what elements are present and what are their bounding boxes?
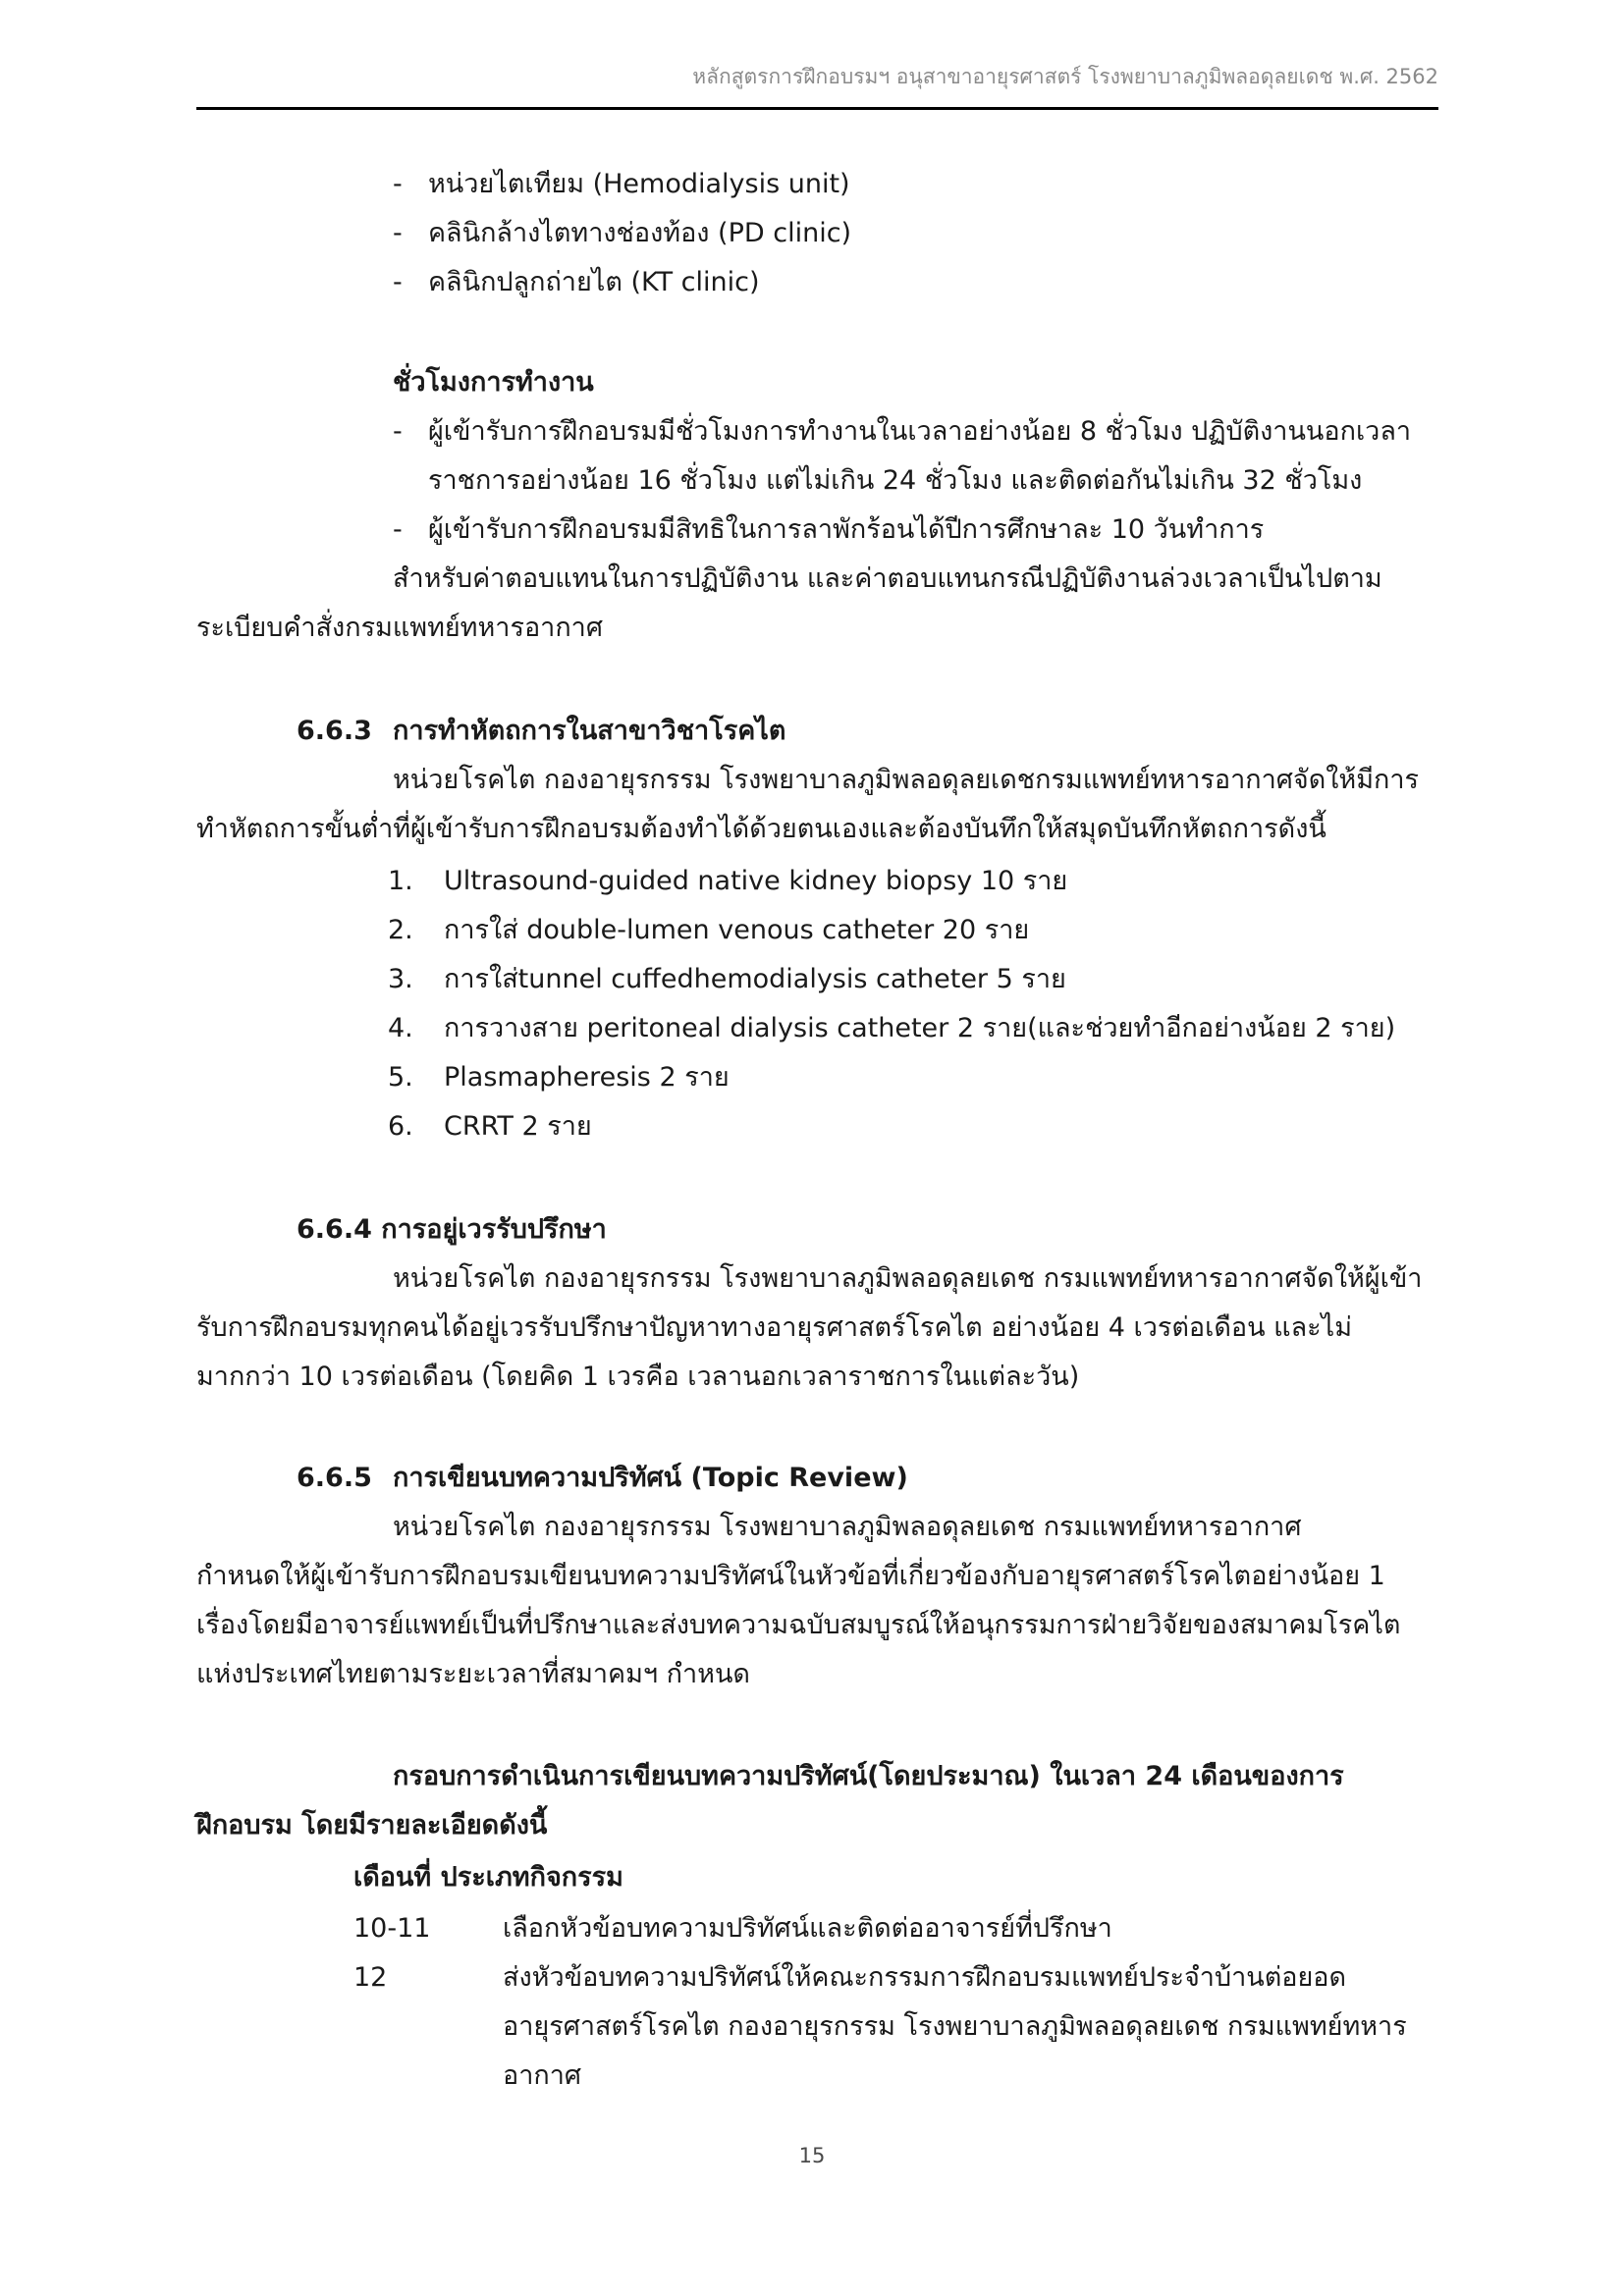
section-title: การเขียนบทความปริทัศน์ (Topic Review): [393, 1463, 908, 1493]
list-item: คลินิกล้างไตทางช่องท้อง (PD clinic): [428, 218, 852, 248]
procedure-item: CRRT 2 ราย: [444, 1111, 592, 1142]
list-number: 5.: [388, 1062, 413, 1093]
list-bullet: -: [393, 218, 403, 248]
procedure-item: Ultrasound-guided native kidney biopsy 10 ราย: [444, 866, 1068, 896]
running-header: หลักสูตรการฝึกอบรมฯ อนุสาขาอายุรศาสตร์ โรงพยาบาลภูมิพลอดุลยเดช พ.ศ. 2562: [692, 65, 1438, 88]
paragraph-line: แห่งประเทศไทยตามระยะเวลาที่สมาคมฯ กำหนด: [196, 1659, 750, 1689]
list-number: 3.: [388, 964, 413, 994]
activity-cell: เลือกหัวข้อบทความปริทัศน์และติดต่ออาจารย์ที่ปรึกษา: [503, 1913, 1112, 1944]
section-heading: ชั่วโมงการทำงาน: [393, 367, 594, 398]
list-bullet: -: [393, 416, 403, 447]
section-number: 6.6.3: [297, 716, 372, 746]
paragraph-line: ระเบียบคำสั่งกรมแพทย์ทหารอากาศ: [196, 613, 603, 643]
section-heading: 6.6.4 การอยู่เวรรับปรึกษา: [297, 1214, 607, 1245]
list-number: 2.: [388, 915, 413, 945]
paragraph-line: หน่วยโรคไต กองอายุรกรรม โรงพยาบาลภูมิพลอดุลยเดช กรมแพทย์ทหารอากาศจัดให้ผู้เข้า: [393, 1263, 1423, 1294]
header-divider: [196, 107, 1438, 110]
section-number: 6.6.5: [297, 1463, 372, 1493]
list-item: ผู้เข้ารับการฝึกอบรมมีสิทธิในการลาพักร้อนได้ปีการศึกษาละ 10 วันทำการ: [428, 514, 1265, 545]
paragraph-line: รับการฝึกอบรมทุกคนได้อยู่เวรรับปรึกษาปัญหาทางอายุรศาสตร์โรคไต อย่างน้อย 4 เวรต่อเดือน และไม่: [196, 1312, 1352, 1343]
paragraph-line: ทำหัตถการขั้นต่ำที่ผู้เข้ารับการฝึกอบรมต้องทำได้ด้วยตนเองและต้องบันทึกให้สมุดบันทึกหัตถการดังนี้: [196, 814, 1326, 844]
procedure-item: Plasmapheresis 2 ราย: [444, 1062, 730, 1093]
paragraph-line: เรื่องโดยมีอาจารย์แพทย์เป็นที่ปรึกษาและส่งบทความฉบับสมบูรณ์ให้อนุกรรมการฝ่ายวิจัยของสมาคมโรคไต: [196, 1610, 1401, 1640]
activity-cell: ส่งหัวข้อบทความปริทัศน์ให้คณะกรรมการฝึกอบรมแพทย์ประจำบ้านต่อยอด: [503, 1962, 1347, 1993]
list-item: คลินิกปลูกถ่ายไต (KT clinic): [428, 267, 760, 297]
month-cell: 12: [353, 1962, 388, 1993]
month-cell: 10-11: [353, 1913, 431, 1944]
framework-heading: กรอบการดำเนินการเขียนบทความปริทัศน์(โดยประมาณ) ในเวลา 24 เดือนของการ: [393, 1761, 1344, 1791]
procedure-item: การใส่tunnel cuffedhemodialysis catheter 5 ราย: [444, 964, 1066, 994]
list-bullet: -: [393, 514, 403, 545]
page-number: 15: [798, 2144, 826, 2167]
list-number: 4.: [388, 1013, 413, 1043]
activity-cell: อายุรศาสตร์โรคไต กองอายุรกรรม โรงพยาบาลภูมิพลอดุลยเดช กรมแพทย์ทหาร: [503, 2011, 1407, 2042]
list-item: หน่วยไตเทียม (Hemodialysis unit): [428, 169, 850, 199]
paragraph-line: หน่วยโรคไต กองอายุรกรรม โรงพยาบาลภูมิพลอดุลยเดชกรมแพทย์ทหารอากาศจัดให้มีการ: [393, 765, 1420, 795]
list-item-continued: ราชการอย่างน้อย 16 ชั่วโมง แต่ไม่เกิน 24 ชั่วโมง และติดต่อกันไม่เกิน 32 ชั่วโมง: [428, 465, 1363, 496]
paragraph-line: กำหนดให้ผู้เข้ารับการฝึกอบรมเขียนบทความปริทัศน์ในหัวข้อที่เกี่ยวข้องกับอายุรศาสตร์โรคไตอย่างน้อย 1: [196, 1561, 1385, 1591]
list-number: 1.: [388, 866, 413, 896]
procedure-item: การใส่ double-lumen venous catheter 20 ราย: [444, 915, 1030, 945]
framework-heading: ฝึกอบรม โดยมีรายละเอียดดังนี้: [196, 1810, 548, 1841]
procedure-item: การวางสาย peritoneal dialysis catheter 2 ราย(และช่วยทำอีกอย่างน้อย 2 ราย): [444, 1013, 1396, 1043]
list-bullet: -: [393, 169, 403, 199]
paragraph-line: สำหรับค่าตอบแทนในการปฏิบัติงาน และค่าตอบแทนกรณีปฏิบัติงานล่วงเวลาเป็นไปตาม: [393, 563, 1382, 594]
list-item: ผู้เข้ารับการฝึกอบรมมีชั่วโมงการทำงานในเวลาอย่างน้อย 8 ชั่วโมง ปฏิบัติงานนอกเวลา: [428, 416, 1412, 447]
list-bullet: -: [393, 267, 403, 297]
paragraph-line: หน่วยโรคไต กองอายุรกรรม โรงพยาบาลภูมิพลอดุลยเดช กรมแพทย์ทหารอากาศ: [393, 1512, 1302, 1542]
section-title: การทำหัตถการในสาขาวิชาโรคไต: [393, 716, 786, 746]
list-number: 6.: [388, 1111, 413, 1142]
paragraph-line: มากกว่า 10 เวรต่อเดือน (โดยคิด 1 เวรคือ เวลานอกเวลาราชการในแต่ละวัน): [196, 1362, 1080, 1392]
activity-cell: อากาศ: [503, 2060, 582, 2091]
table-header: เดือนที่ ประเภทกิจกรรม: [353, 1862, 623, 1893]
